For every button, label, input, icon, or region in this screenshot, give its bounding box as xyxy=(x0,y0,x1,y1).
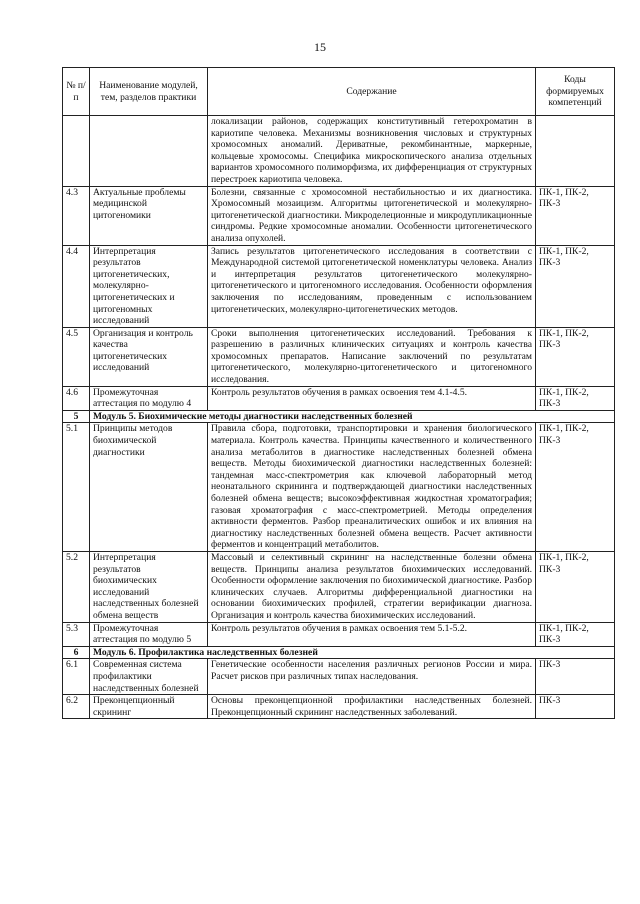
row-codes: ПК-1, ПК-2, ПК-3 xyxy=(536,423,615,552)
row-content: Массовый и селективный скрининг на наследственные болезни обмена веществ. Принципы анализа результатов биохимических исследований. Особенности оформление заключения по биохимической диагностике. Разбор клинических случаев. Алгоритмы дифференциальной диагностики на основании биохимических профилей, стратегии верификации диагноза. Организация и контроль качества биохимических исследований. xyxy=(208,551,536,622)
table-row xyxy=(63,622,615,646)
row-name: Организация и контроль качества цитогенетических исследований xyxy=(90,327,208,386)
module-title: Модуль 5. Биохимические методы диагностики наследственных болезней xyxy=(90,410,615,423)
row-num: 6.2 xyxy=(63,695,90,719)
row-num: 5.2 xyxy=(63,551,90,622)
table-row xyxy=(63,659,615,695)
table-row xyxy=(63,116,615,187)
row-codes: ПК-1, ПК-2, ПК-3 xyxy=(536,245,615,327)
table-row xyxy=(63,327,615,386)
module-row xyxy=(63,646,615,659)
table-row xyxy=(63,386,615,410)
row-content: Основы преконцепционной профилактики наследственных болезней. Преконцепционный скрининг наследственных заболеваний. xyxy=(208,695,536,719)
row-codes: ПК-1, ПК-2, ПК-3 xyxy=(536,186,615,245)
row-content: локализации районов, содержащих конститутивный гетерохроматин в кариотипе человека. Механизмы возникновения числовых и структурных хромосомных аномалий. Дериватные, рекомбинантные, маркерные, кольцевые хромосомы. Специфика микроскопического анализа отдельных вариантов хромосомного полиморфизма, их дифференциация от структурных перестроек кариотипа человека. xyxy=(208,116,536,187)
row-codes: ПК-3 xyxy=(536,695,615,719)
row-num xyxy=(63,116,90,187)
table-row xyxy=(63,695,615,719)
row-name: Интерпретация результатов биохимических исследований наследственных болезней обмена веществ xyxy=(90,551,208,622)
table-row xyxy=(63,245,615,327)
row-name: Актуальные проблемы медицинской цитогеномики xyxy=(90,186,208,245)
module-title: Модуль 6. Профилактика наследственных болезней xyxy=(90,646,615,659)
row-num: 5.3 xyxy=(63,622,90,646)
row-name: Принципы методов биохимической диагностики xyxy=(90,423,208,552)
row-num: 6.1 xyxy=(63,659,90,695)
module-row xyxy=(63,410,615,423)
row-content: Генетические особенности населения различных регионов России и мира. Расчет рисков при различных типах наследования. xyxy=(208,659,536,695)
row-codes: ПК-1, ПК-2, ПК-3 xyxy=(536,386,615,410)
header-content: Содержание xyxy=(208,68,536,116)
header-num: № п/п xyxy=(63,68,90,116)
module-num: 5 xyxy=(63,410,90,423)
table-row xyxy=(63,551,615,622)
page-number: 15 xyxy=(314,40,326,54)
row-name xyxy=(90,116,208,187)
row-num: 4.6 xyxy=(63,386,90,410)
row-name: Интерпретация результатов цитогенетических, молекулярно-цитогенетических и цитогеномных исследований xyxy=(90,245,208,327)
row-codes: ПК-1, ПК-2, ПК-3 xyxy=(536,551,615,622)
row-name: Преконцепционный скрининг xyxy=(90,695,208,719)
table-row xyxy=(63,186,615,245)
table-row xyxy=(63,423,615,552)
row-codes: ПК-1, ПК-2, ПК-3 xyxy=(536,622,615,646)
row-codes xyxy=(536,116,615,187)
module-num: 6 xyxy=(63,646,90,659)
row-content: Болезни, связанные с хромосомной нестабильностью и их диагностика. Хромосомный мозаицизм. Алгоритмы цитогенетической и молекулярно-цитогенетической диагностики. Микроделеционные и микродупликационные синдромы. Редкие хромосомные аномалии. Особенности цитогенетического анализа опухолей. xyxy=(208,186,536,245)
row-name: Промежуточная аттестация по модулю 5 xyxy=(90,622,208,646)
row-num: 4.5 xyxy=(63,327,90,386)
header-name: Наименование модулей, тем, разделов практики xyxy=(90,68,208,116)
row-num: 4.3 xyxy=(63,186,90,245)
row-codes: ПК-1, ПК-2, ПК-3 xyxy=(536,327,615,386)
row-content: Контроль результатов обучения в рамках освоения тем 4.1-4.5. xyxy=(208,386,536,410)
curriculum-table xyxy=(62,67,615,719)
row-num: 4.4 xyxy=(63,245,90,327)
row-name: Современная система профилактики наследственных болезней xyxy=(90,659,208,695)
row-codes: ПК-3 xyxy=(536,659,615,695)
row-content: Правила сбора, подготовки, транспортировки и хранения биологического материала. Контроль качества. Принципы качественного и количественного анализа метаболитов в диагностике наследственных болезней обмена веществ. Методы биохимической диагностики наследственных болезней: тандемная масс-спектрометрия как ключевой лабораторный метод неонатального скрининга и подтверждающей диагностики наследственных болезней обмена веществ; высокоэффективная жидкостная хроматография; газовая хроматография с масс-спектрометрией. Методы определения активности ферментов. Разбор преаналитических ошибок и их влияния на диагностику наследственных болезней обмена веществ. Расчет активности ферментов и концентраций метаболитов. xyxy=(208,423,536,552)
row-content: Контроль результатов обучения в рамках освоения тем 5.1-5.2. xyxy=(208,622,536,646)
row-num: 5.1 xyxy=(63,423,90,552)
row-content: Запись результатов цитогенетического исследования в соответствии с Международной системой цитогенетической номенклатуры человека. Анализ и интерпретация результатов цитогенетического молекулярно-цитогенетического и цитогеномного исследования. Особенности оформления заключения по исследованиям, проведенным с использованием цитогенетических, молекулярно-цитогенетических методов. xyxy=(208,245,536,327)
table-header-row xyxy=(63,68,615,116)
header-codes: Коды формируемых компетенций xyxy=(536,68,615,116)
row-content: Сроки выполнения цитогенетических исследований. Требования к разрешению в различных клинических ситуациях и контроль качества хромосомных препаратов. Написание заключений по результатам цитогенетического, молекулярно-цитогенетического и цитогеномного исследования. xyxy=(208,327,536,386)
row-name: Промежуточная аттестация по модулю 4 xyxy=(90,386,208,410)
